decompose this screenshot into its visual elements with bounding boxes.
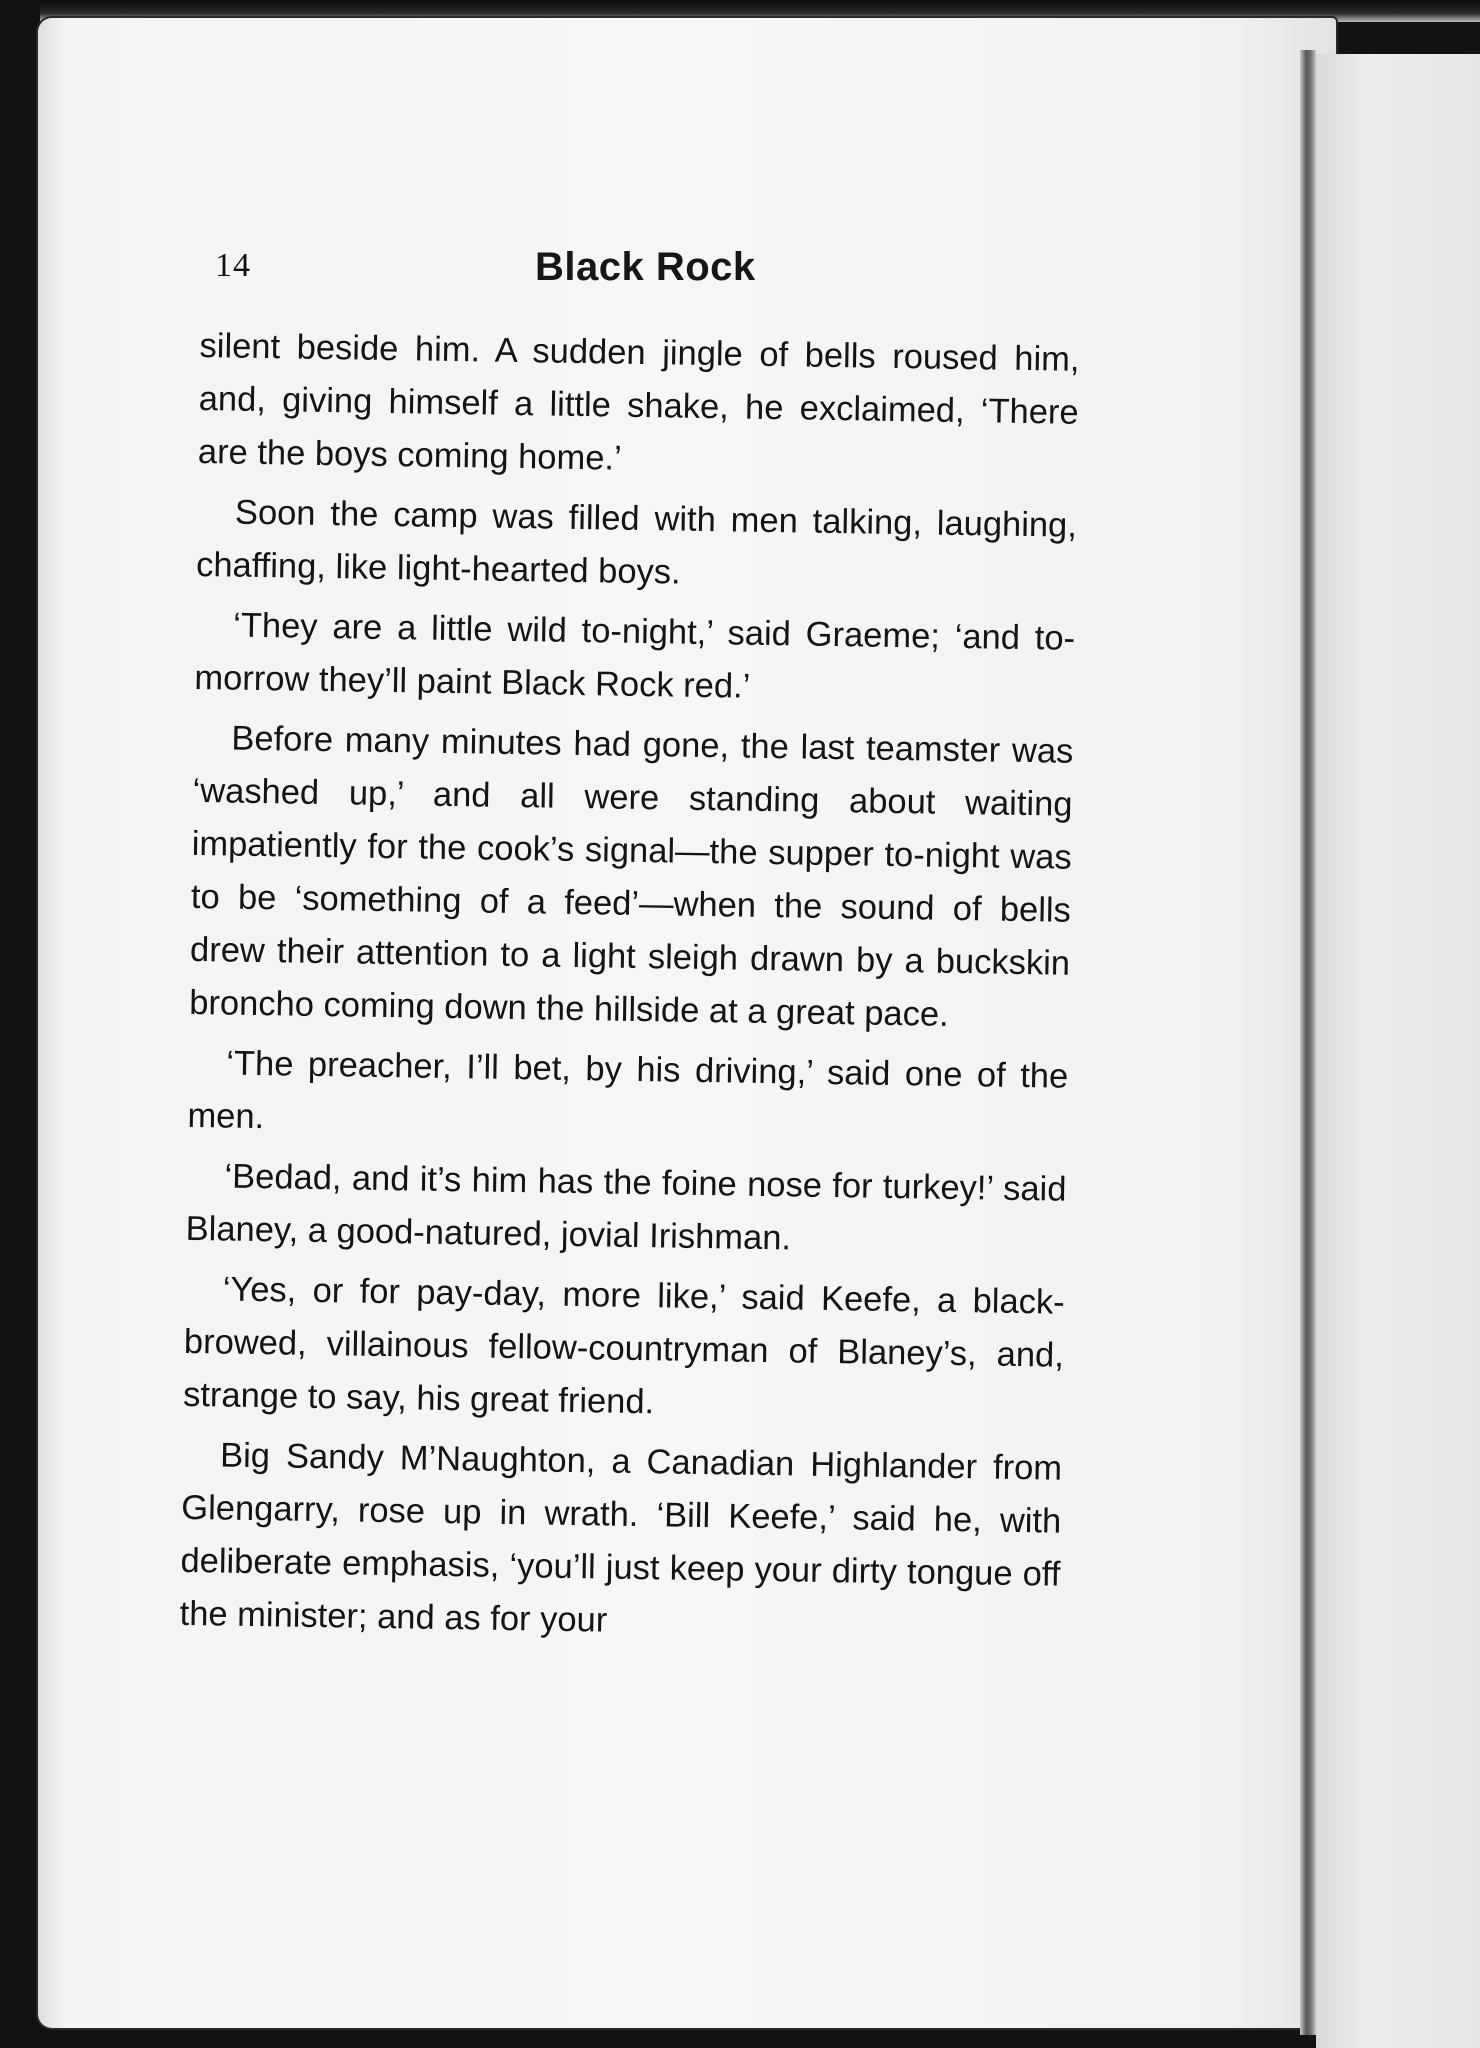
- book-gutter: [1300, 50, 1316, 2035]
- paragraph: Big Sandy M’Naughton, a Canadian Highlander from Glengarry, rose up in wrath. ‘Bill Keefe,’ said he, with deliberate emphasis, ‘you’ll just keep your dirty tongue off the minister; and as for your: [179, 1436, 1063, 1640]
- running-title: Black Rock: [535, 245, 756, 289]
- paragraph: Soon the camp was filled with men talking, laughing, chaffing, like light-hearted boys.: [195, 493, 1078, 592]
- paragraph: Before many minutes had gone, the last teamster was ‘washed up,’ and all were standing about waiting impatiently for the cook’s signal—the supper to-night was to be ‘something of a feed’—when the sound of bells drew their attention to a light sleigh drawn by a buckskin broncho coming down the hillside at a great pace.: [188, 719, 1074, 1034]
- running-head: [215, 245, 1275, 305]
- paragraph: ‘They are a little wild to-night,’ said Graeme; ‘and to-morrow they’ll paint Black Rock red.’: [194, 606, 1076, 706]
- paragraph: ‘Yes, or for pay-day, more like,’ said Keefe, a black-browed, villainous fellow-countryman of Blaney’s, and, strange to say, his great friend.: [182, 1270, 1065, 1422]
- paragraph: silent beside him. A sudden jingle of bells roused him, and, giving himself a little shake, he exclaimed, ‘There are the boys coming home.’: [197, 326, 1080, 478]
- paragraph: ‘The preacher, I’ll bet, by his driving,’ said one of the men.: [187, 1044, 1069, 1137]
- body-text: [179, 320, 1080, 1662]
- page-number: 14: [215, 247, 251, 284]
- right-page-edge: [1316, 54, 1480, 2048]
- paragraph: ‘Bedad, and it’s him has the foine nose for turkey!’ said Blaney, a good-natured, jovial Irishman.: [185, 1157, 1067, 1258]
